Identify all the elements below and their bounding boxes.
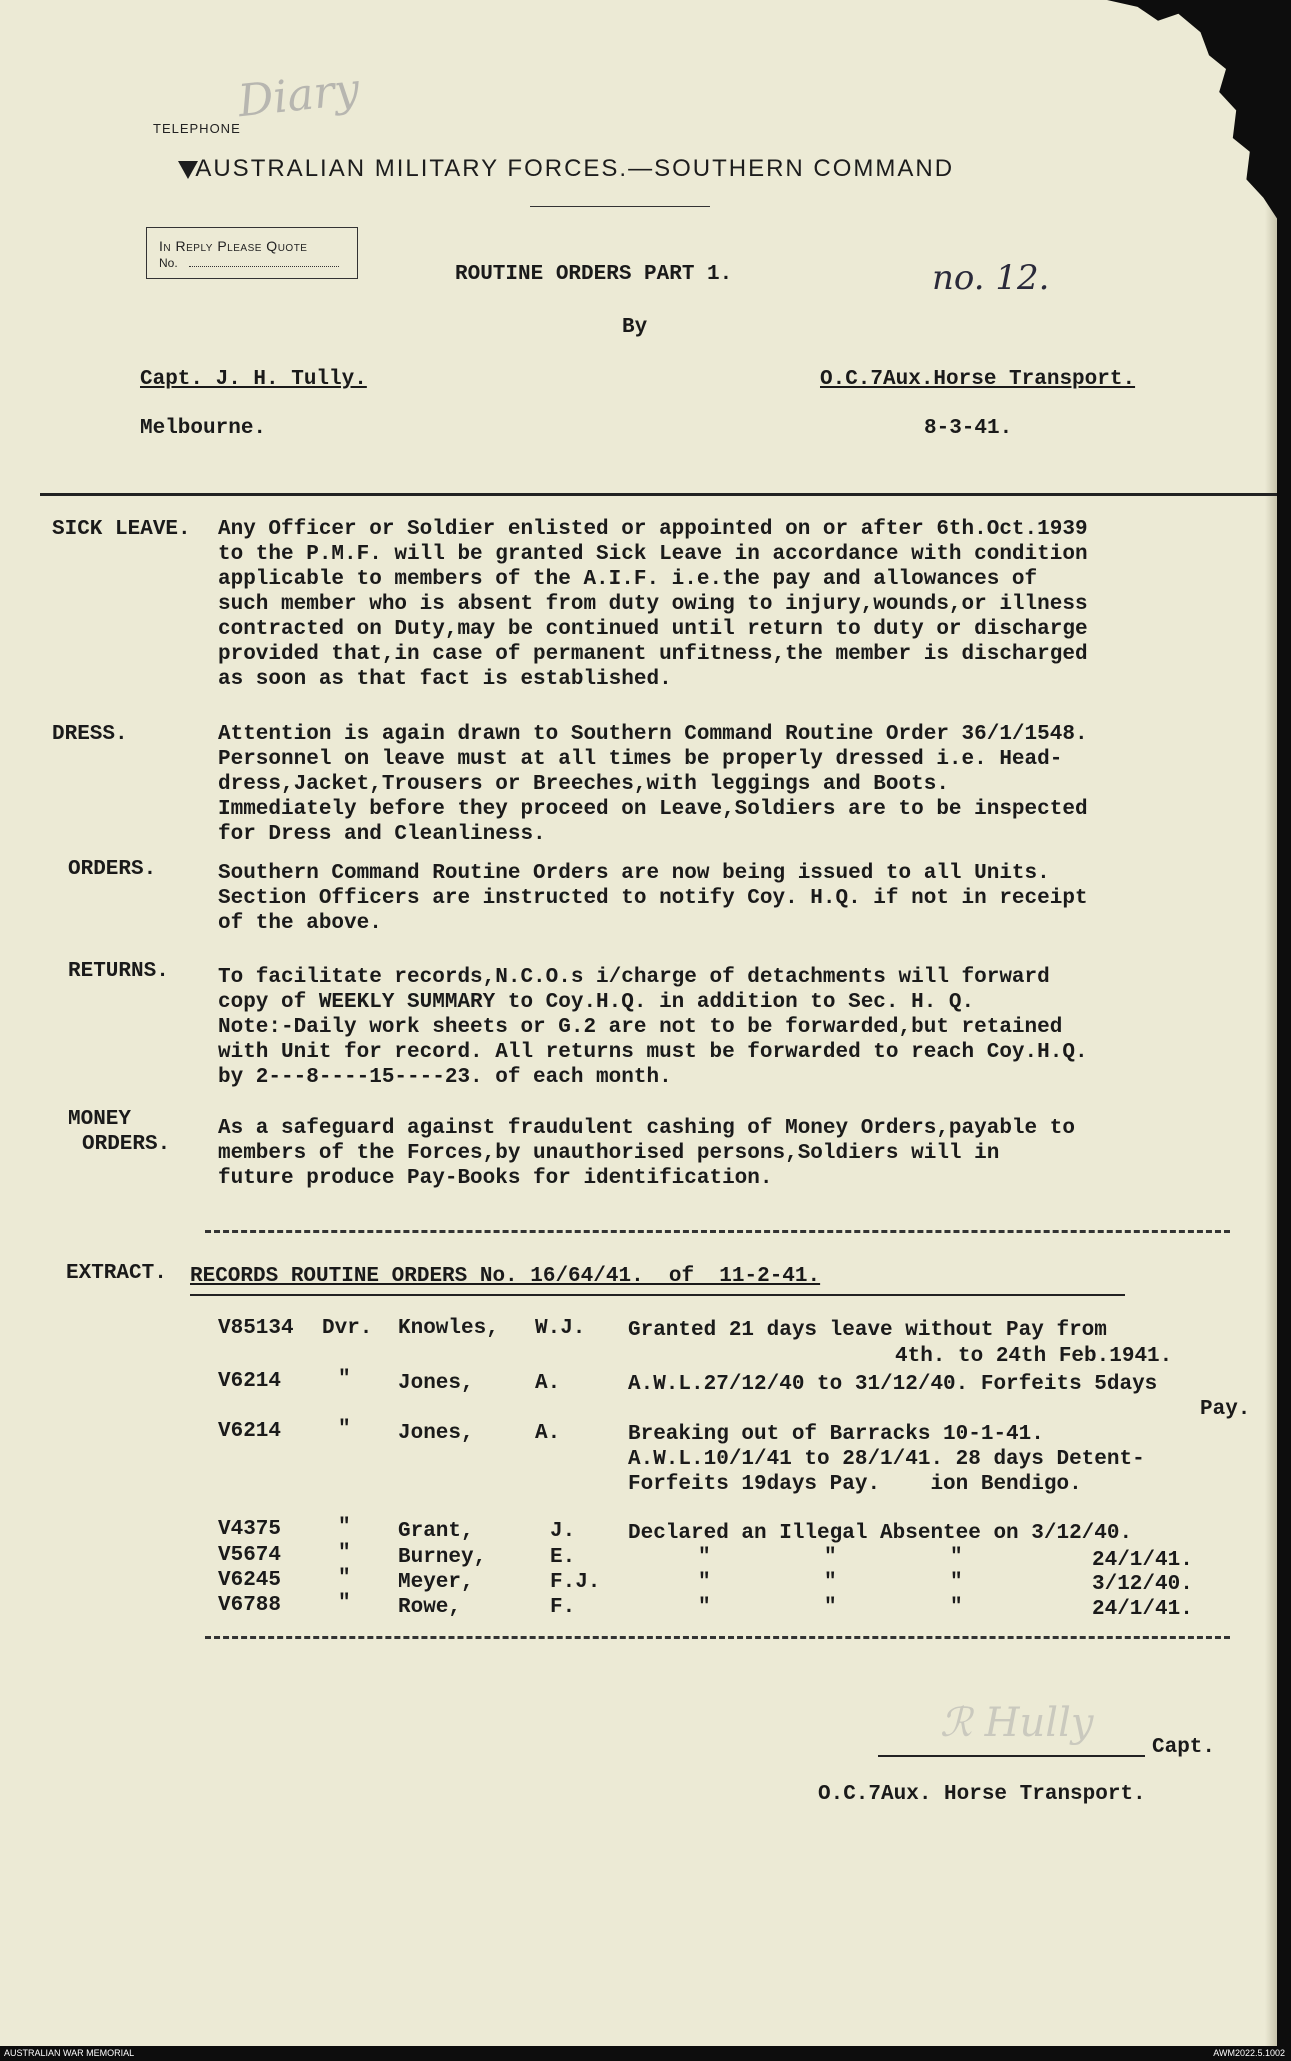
date: 8-3-41. <box>924 417 1013 440</box>
section-line: To facilitate records,N.C.O.s i/charge of detachments will forward <box>218 966 1050 989</box>
letterhead-organisation: AUSTRALIAN MILITARY FORCES.—SOUTHERN COMMAND <box>195 155 955 182</box>
entry-name: Rowe, <box>398 1596 462 1619</box>
section-label-sick-leave: SICK LEAVE. <box>52 518 191 541</box>
extract-label: EXTRACT. <box>66 1262 167 1285</box>
entry-remark: 4th. to 24th Feb.1941. <box>895 1345 1173 1368</box>
handwritten-diary-note: Diary <box>235 63 362 128</box>
torn-corner <box>1107 0 1277 230</box>
section-line: by 2---8----15----23. of each month. <box>218 1066 672 1089</box>
entry-remark: Declared an Illegal Absentee on 3/12/40. <box>628 1522 1133 1545</box>
entry-rank: " <box>338 1418 351 1441</box>
section-line: as soon as that fact is established. <box>218 668 672 691</box>
entry-name: Burney, <box>398 1546 487 1569</box>
archive-footer <box>0 2048 1291 2061</box>
entry-remark: A.W.L.27/12/40 to 31/12/40. Forfeits 5days <box>628 1373 1158 1396</box>
section-line: Immediately before they proceed on Leave,Soldiers are to be inspected <box>218 798 1088 821</box>
entry-name: Knowles, <box>398 1317 499 1340</box>
header-divider <box>40 493 1277 496</box>
entry-initial: F.J. <box>550 1571 601 1594</box>
section-line: copy of WEEKLY SUMMARY to Coy.H.Q. in addition to Sec. H. Q. <box>218 991 975 1014</box>
footer-accession-number: AWM2022.5.1002 <box>1213 2048 1285 2058</box>
section-label-dress: DRESS. <box>52 723 128 746</box>
section-line: Personnel on leave must at all times be properly dressed i.e. Head- <box>218 748 1063 771</box>
section-line: Southern Command Routine Orders are now being issued to all Units. <box>218 862 1050 885</box>
section-divider <box>205 1230 1230 1233</box>
footer-archive-name: AUSTRALIAN WAR MEMORIAL <box>4 2048 135 2058</box>
entry-rank: " <box>338 1368 351 1391</box>
entry-remark: Pay. <box>1200 1398 1251 1421</box>
section-line: applicable to members of the A.I.F. i.e.the pay and allowances of <box>218 568 1038 591</box>
section-label-orders-2: ORDERS. <box>82 1133 171 1156</box>
unit-name: O.C.7Aux.Horse Transport. <box>820 368 1136 391</box>
section-line: Any Officer or Soldier enlisted or appointed on or after 6th.Oct.1939 <box>218 518 1088 541</box>
entry-date: 24/1/41. <box>1092 1549 1193 1572</box>
entry-initial: F. <box>550 1596 576 1619</box>
letterhead-rule <box>530 206 710 207</box>
telephone-label: TELEPHONE <box>153 121 241 136</box>
signature-scrawl: ℛ Hully <box>940 1700 1094 1746</box>
entry-initial: J. <box>550 1520 576 1543</box>
extract-underline <box>190 1294 1125 1296</box>
section-label-returns: RETURNS. <box>68 960 169 983</box>
entry-number: V4375 <box>218 1518 282 1541</box>
section-line: future produce Pay-Books for identification. <box>218 1167 773 1190</box>
section-line: dress,Jacket,Trousers or Breeches,with leggings and Boots. <box>218 773 949 796</box>
reply-quote-label: In Reply Please Quote <box>159 238 308 254</box>
entry-remark: Forfeits 19days Pay. ion Bendigo. <box>628 1473 1082 1496</box>
entry-number: V5674 <box>218 1544 282 1567</box>
entry-name: Jones, <box>398 1422 474 1445</box>
entry-remark: Granted 21 days leave without Pay from <box>628 1319 1107 1342</box>
extract-reference: RECORDS ROUTINE ORDERS No. 16/64/41. of 11-2-41. <box>190 1265 821 1288</box>
section-line: to the P.M.F. will be granted Sick Leave in accordance with condition <box>218 543 1088 566</box>
entry-rank: Dvr. <box>322 1317 373 1340</box>
place: Melbourne. <box>140 417 267 440</box>
section-line: As a safeguard against fraudulent cashing of Money Orders,payable to <box>218 1117 1075 1140</box>
handwritten-order-number: no. 12. <box>932 258 1050 298</box>
entry-number: V85134 <box>218 1317 294 1340</box>
section-line: Section Officers are instructed to notify Coy. H.Q. if not in receipt <box>218 887 1088 910</box>
extract-divider <box>205 1636 1230 1639</box>
section-line: contracted on Duty,may be continued until return to duty or discharge <box>218 618 1088 641</box>
section-line: members of the Forces,by unauthorised persons,Soldiers will in <box>218 1142 1000 1165</box>
entry-number: V6214 <box>218 1370 282 1393</box>
entry-rank: " <box>338 1516 351 1539</box>
entry-initial: A. <box>535 1422 561 1445</box>
entry-name: Meyer, <box>398 1571 474 1594</box>
entry-remark: " " " <box>698 1546 963 1569</box>
by-label: By <box>622 316 648 339</box>
entry-initial: A. <box>535 1372 561 1395</box>
entry-date: 24/1/41. <box>1092 1598 1193 1621</box>
entry-initial: E. <box>550 1546 576 1569</box>
orders-title: ROUTINE ORDERS PART 1. <box>455 263 733 286</box>
entry-name: Jones, <box>398 1372 474 1395</box>
section-line: for Dress and Cleanliness. <box>218 823 546 846</box>
entry-remark: A.W.L.10/1/41 to 28/1/41. 28 days Detent- <box>628 1448 1145 1471</box>
entry-rank: " <box>338 1567 351 1590</box>
reply-quote-number-label: No. <box>159 256 178 270</box>
signature-title: O.C.7Aux. Horse Transport. <box>818 1783 1146 1806</box>
entry-rank: " <box>338 1542 351 1565</box>
entry-remark: " " " <box>698 1571 963 1594</box>
section-label-money: MONEY <box>68 1108 132 1131</box>
entry-remark: " " " <box>698 1596 963 1619</box>
entry-number: V6214 <box>218 1420 282 1443</box>
section-line: of the above. <box>218 912 382 935</box>
signature-rank: Capt. <box>1152 1736 1216 1759</box>
entry-remark: Breaking out of Barracks 10-1-41. <box>628 1423 1044 1446</box>
entry-number: V6245 <box>218 1569 282 1592</box>
section-line: Note:-Daily work sheets or G.2 are not to be forwarded,but retained <box>218 1016 1063 1039</box>
reply-quote-dotted-line <box>189 266 339 267</box>
section-label-orders: ORDERS. <box>68 858 157 881</box>
entry-date: 3/12/40. <box>1092 1573 1193 1596</box>
reply-quote-box <box>146 227 358 279</box>
section-line: such member who is absent from duty owing to injury,wounds,or illness <box>218 593 1088 616</box>
entry-name: Grant, <box>398 1520 474 1543</box>
entry-initial: W.J. <box>535 1317 586 1340</box>
entry-rank: " <box>338 1592 351 1615</box>
entry-number: V6788 <box>218 1594 282 1617</box>
signature-line <box>878 1755 1145 1757</box>
section-line: Attention is again drawn to Southern Command Routine Order 36/1/1548. <box>218 723 1088 746</box>
paper-edge-stain <box>1265 0 1277 2046</box>
section-line: provided that,in case of permanent unfitness,the member is discharged <box>218 643 1088 666</box>
section-line: with Unit for record. All returns must be forwarded to reach Coy.H.Q. <box>218 1041 1088 1064</box>
officer-name: Capt. J. H. Tully. <box>140 368 367 391</box>
